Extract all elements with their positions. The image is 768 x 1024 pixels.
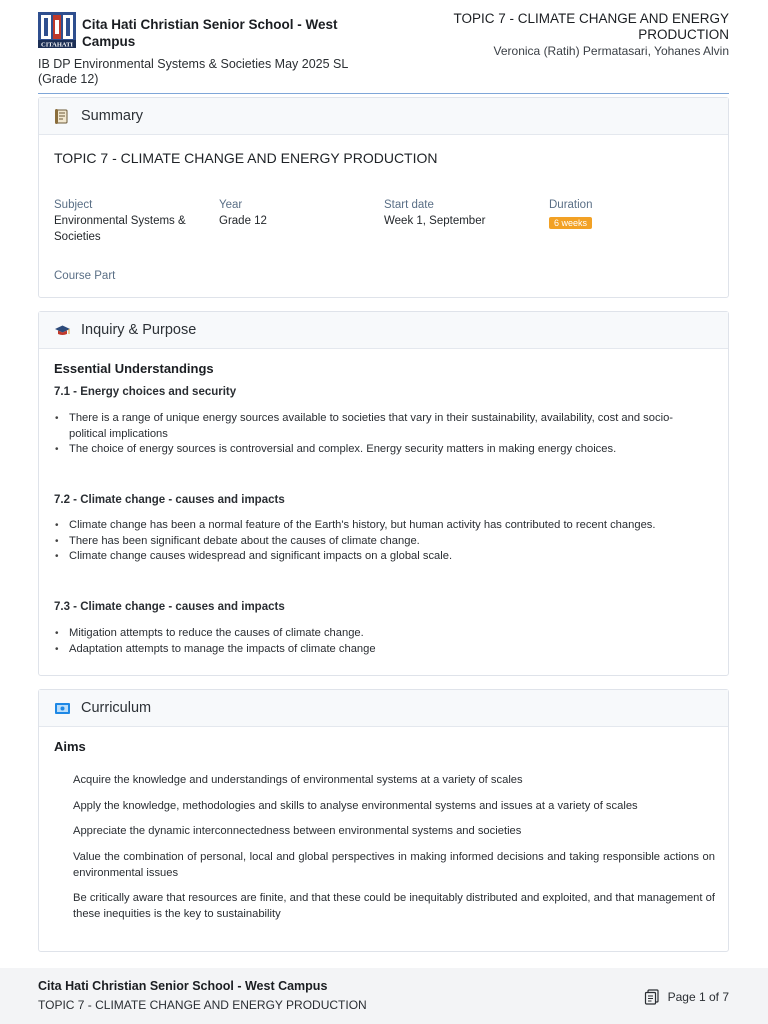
summary-card — [38, 97, 729, 298]
page-indicator — [644, 989, 729, 1005]
footer-topic: TOPIC 7 - CLIMATE CHANGE AND ENERGY PRODUCTION — [38, 998, 367, 1012]
list-item: • There has been significant debate about the causes of climate change. — [54, 534, 704, 550]
year-label: Year — [219, 199, 243, 211]
inquiry-card — [38, 311, 729, 676]
list-item: • Mitigation attempts to reduce the causes of climate change. — [54, 626, 704, 642]
page-footer — [0, 968, 768, 1024]
curriculum-header — [39, 690, 728, 727]
bullet-list — [54, 518, 704, 565]
curriculum-heading: Curriculum — [81, 700, 152, 716]
school-logo — [38, 12, 76, 48]
bullet-list — [54, 626, 704, 657]
list-item: • Climate change has been a normal feature of the Earth's history, but human activity has contributed to recent changes. — [54, 518, 704, 534]
section-heading: 7.3 - Climate change - causes and impacts — [54, 601, 285, 613]
list-item: • The choice of energy sources is controversial and complex. Energy security matters in making energy choices. — [54, 442, 704, 458]
list-item: • There is a range of unique energy sources available to societies that vary in their sustainability, availability, cost and socio-political implications — [54, 411, 704, 442]
summary-heading: Summary — [81, 108, 144, 124]
aim-item: Acquire the knowledge and understandings of environmental systems at a variety of scales — [73, 774, 523, 786]
scroll-icon — [54, 108, 71, 125]
essential-understandings-heading: Essential Understandings — [54, 361, 214, 376]
book-icon — [54, 700, 71, 717]
list-item: • Adaptation attempts to manage the impacts of climate change — [54, 642, 704, 658]
school-name: Cita Hati Christian Senior School - West Campus — [82, 17, 338, 49]
aim-item: Be critically aware that resources are finite, and that these could be inequitably distributed and exploited, and that management of these inequities is the key to sustainability — [73, 892, 715, 920]
section-heading: 7.1 - Energy choices and security — [54, 386, 237, 398]
page-number: Page 1 of 7 — [667, 990, 729, 1004]
year-value: Grade 12 — [219, 215, 267, 227]
aim-item: Apply the knowledge, methodologies and skills to analyse environmental systems and issues at a variety of scales — [73, 799, 638, 812]
summary-header — [39, 98, 728, 135]
curriculum-card — [38, 689, 729, 952]
summary-title: TOPIC 7 - CLIMATE CHANGE AND ENERGY PRODUCTION — [54, 150, 438, 166]
graduation-cap-icon — [54, 322, 71, 339]
aims-list — [73, 772, 715, 932]
program-name: IB DP Environmental Systems & Societies May 2025 SL (Grade 12) — [38, 57, 348, 86]
bullet-list — [54, 411, 704, 458]
start-date-field — [384, 199, 544, 229]
duration-badge: 6 weeks — [549, 217, 592, 229]
document-title: TOPIC 7 - CLIMATE CHANGE AND ENERGY PRODUCTION — [453, 11, 729, 42]
svg-text:CITAHATI: CITAHATI — [41, 41, 73, 48]
authors: Veronica (Ratih) Permatasari, Yohanes Alvin — [493, 44, 729, 58]
subject-label: Subject — [54, 199, 93, 211]
pages-icon — [644, 989, 660, 1005]
start-date-value: Week 1, September — [384, 215, 486, 227]
subject-field — [54, 199, 214, 245]
subject-value: Environmental Systems & Societies — [54, 215, 186, 243]
duration-label: Duration — [549, 199, 593, 211]
section-heading: 7.2 - Climate change - causes and impacts — [54, 494, 285, 506]
page-header — [38, 10, 729, 94]
inquiry-header — [39, 312, 728, 349]
inquiry-heading: Inquiry & Purpose — [81, 322, 197, 338]
list-item: • Climate change causes widespread and significant impacts on a global scale. — [54, 549, 704, 565]
course-part-label: Course Part — [54, 270, 116, 282]
aim-item: Appreciate the dynamic interconnectedness between environmental systems and societies — [73, 825, 522, 837]
year-field — [219, 199, 379, 229]
aim-item: Value the combination of personal, local and global perspectives in making informed decisions and taking responsible actions on environmental issues — [73, 850, 715, 879]
footer-school-name: Cita Hati Christian Senior School - West Campus — [38, 979, 328, 993]
duration-field — [549, 199, 709, 231]
start-date-label: Start date — [384, 199, 434, 211]
aims-heading: Aims — [54, 739, 86, 754]
